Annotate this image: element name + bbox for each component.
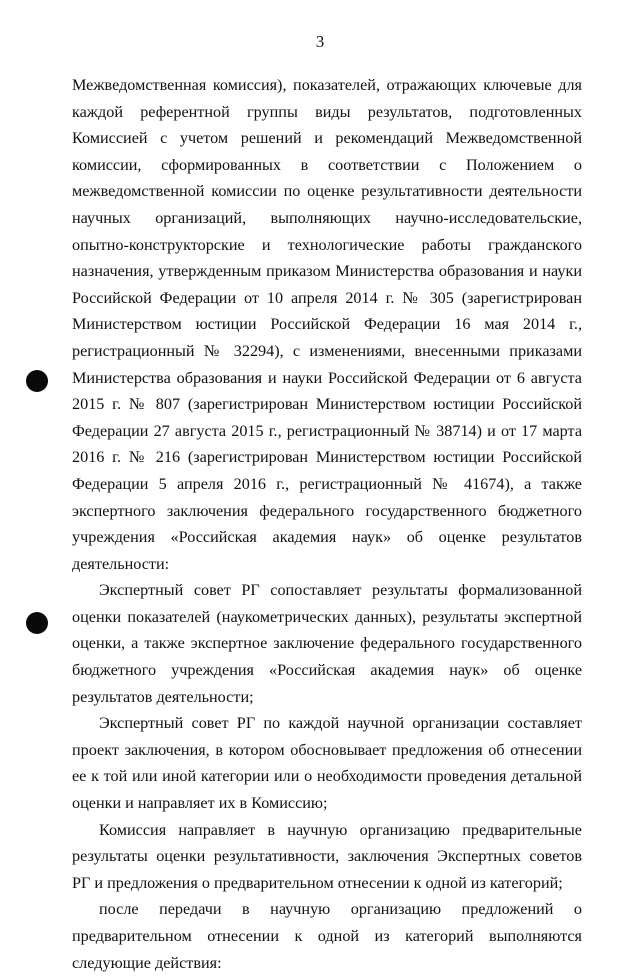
document-body [72, 72, 582, 976]
binder-hole-bottom [26, 612, 48, 634]
page-number: 3 [315, 32, 325, 51]
paragraph-commission-sends: Комиссия направляет в научную организацию предварительные результаты оценки результативности, заключения Экспертных советов РГ и предложения о предварительном отнесении к одной из категорий; [72, 820, 582, 892]
paragraph-after-transfer: после передачи в научную организацию предложений о предварительном отнесении к одной из категорий выполняются следующие действия: [72, 900, 582, 972]
paragraph-continuation: Межведомственная комиссия), показателей, отражающих ключевые для каждой референтной группы виды результатов, подготовленных Комиссией с учетом решений и рекомендаций Межведомственной комиссии, сформированных в соответствии с Положением о межведомственной комиссии по оценке результативности деятельности научных организаций, выполняющих научно-исследовательские, опытно-конструкторские и технологические работы гражданского назначения, утвержденным приказом Министерства образования и науки Российской Федерации от 10 апреля 2014 г. № 305 (зарегистрирован Министерством юстиции Российской Федерации 16 мая 2014 г., регистрационный № 32294), с изменениями, внесенными приказами Министерства образования и науки Российской Федерации от 6 августа 2015 г. № 807 (зарегистрирован Министерством юстиции Российской Федерации 27 августа 2015 г., регистрационный № 38714) и от 17 марта 2016 г. № 216 (зарегистрирован Министерством юстиции Российской Федерации 5 апреля 2016 г., регистрационный № 41674), а также экспертного заключения федерального государственного бюджетного учреждения «Российская академия наук» об оценке результатов деятельности: [72, 76, 582, 573]
paragraph-expert-council-compares: Экспертный совет РГ сопоставляет результаты формализованной оценки показателей (наукометрических данных), результаты экспертной оценки, а также экспертное заключение федерального государственного бюджетного учреждения «Российская академия наук» об оценке результатов деятельности; [72, 581, 582, 706]
paragraph-expert-council-drafts: Экспертный совет РГ по каждой научной организации составляет проект заключения, в котором обосновывает предложения об отнесении ее к той или иной категории или о необходимости проведения детальной оценки и направляет их в Комиссию; [72, 714, 582, 813]
binder-hole-top [26, 370, 48, 392]
